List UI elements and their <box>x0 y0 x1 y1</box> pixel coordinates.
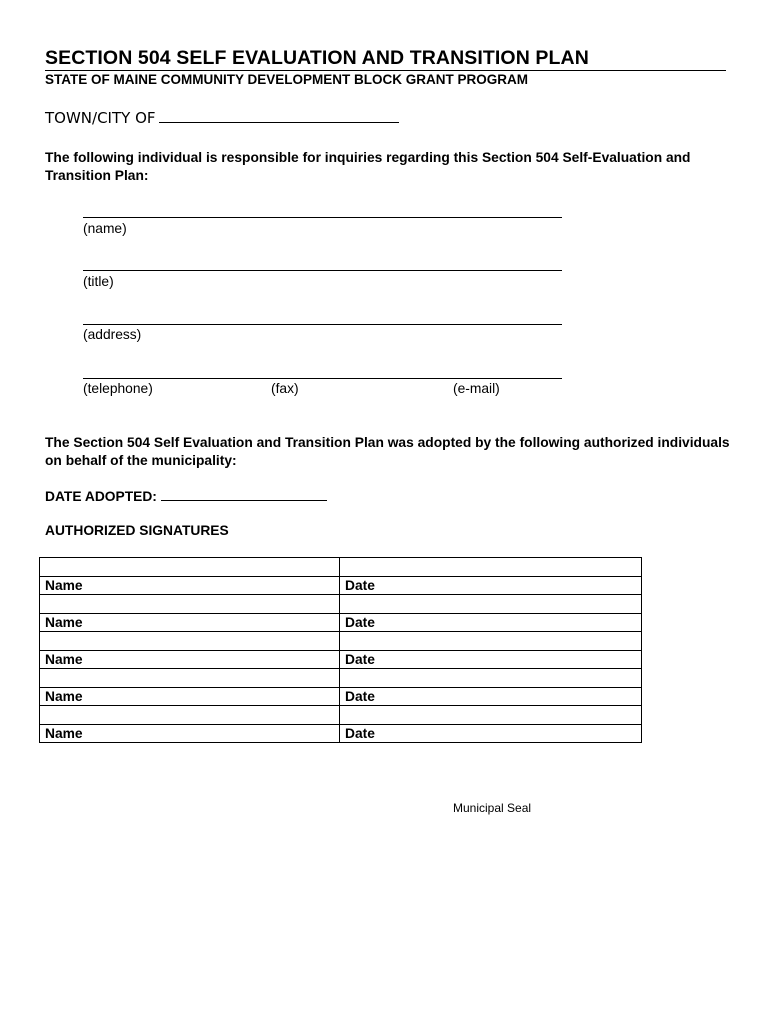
town-city-label: TOWN/CITY OF <box>45 109 156 127</box>
signature-label-row <box>40 724 642 743</box>
email-field-label: (e-mail) <box>453 381 500 396</box>
signature-name-cell[interactable] <box>40 595 340 614</box>
title-blank[interactable] <box>83 270 562 271</box>
town-city-blank[interactable] <box>159 109 399 123</box>
signature-blank-row <box>40 595 642 614</box>
signature-blank-row <box>40 632 642 651</box>
title-field-label: (title) <box>83 274 114 289</box>
town-city-field <box>45 109 399 127</box>
date-adopted-field <box>45 488 327 504</box>
contact-blank[interactable] <box>83 378 562 379</box>
address-blank[interactable] <box>83 324 562 325</box>
signature-name-cell[interactable] <box>40 706 340 725</box>
address-field-label: (address) <box>83 327 142 342</box>
signature-date-label: Date <box>340 613 642 632</box>
signature-date-cell[interactable] <box>340 595 642 614</box>
document-title: SECTION 504 SELF EVALUATION AND TRANSITION PLAN <box>45 47 589 69</box>
signature-name-label: Name <box>40 613 340 632</box>
signature-date-label: Date <box>340 650 642 669</box>
name-blank[interactable] <box>83 217 562 218</box>
signature-name-cell[interactable] <box>40 632 340 651</box>
municipal-seal-label: Municipal Seal <box>453 801 532 815</box>
signature-label-row <box>40 687 642 706</box>
signature-blank-row <box>40 558 642 577</box>
signature-name-label: Name <box>40 724 340 743</box>
signature-date-cell[interactable] <box>340 632 642 651</box>
document-subtitle: STATE OF MAINE COMMUNITY DEVELOPMENT BLOCK GRANT PROGRAM <box>45 72 528 87</box>
name-field-label: (name) <box>83 221 127 236</box>
signature-blank-row <box>40 706 642 725</box>
fax-field-label: (fax) <box>271 381 299 396</box>
signature-date-cell[interactable] <box>340 669 642 688</box>
signature-name-label: Name <box>40 650 340 669</box>
signatures-table <box>39 557 642 743</box>
signature-label-row <box>40 576 642 595</box>
signature-label-row <box>40 650 642 669</box>
signature-name-label: Name <box>40 687 340 706</box>
signature-date-label: Date <box>340 724 642 743</box>
signature-name-cell[interactable] <box>40 669 340 688</box>
intro-paragraph: The following individual is responsible for inquiries regarding this Section 504 Self-Evaluation and Transition Plan: <box>45 150 691 183</box>
title-rule <box>45 70 726 71</box>
signature-name-cell[interactable] <box>40 558 340 577</box>
signature-date-cell[interactable] <box>340 558 642 577</box>
signature-label-row <box>40 613 642 632</box>
signature-date-cell[interactable] <box>340 706 642 725</box>
date-adopted-label: DATE ADOPTED: <box>45 489 157 504</box>
adoption-statement: The Section 504 Self Evaluation and Transition Plan was adopted by the following authorized individuals on behalf of the municipality: <box>45 435 730 468</box>
signature-blank-row <box>40 669 642 688</box>
telephone-field-label: (telephone) <box>83 381 153 396</box>
signatures-heading: AUTHORIZED SIGNATURES <box>45 523 229 538</box>
date-adopted-blank[interactable] <box>161 488 327 501</box>
signature-date-label: Date <box>340 687 642 706</box>
signature-date-label: Date <box>340 576 642 595</box>
signature-name-label: Name <box>40 576 340 595</box>
